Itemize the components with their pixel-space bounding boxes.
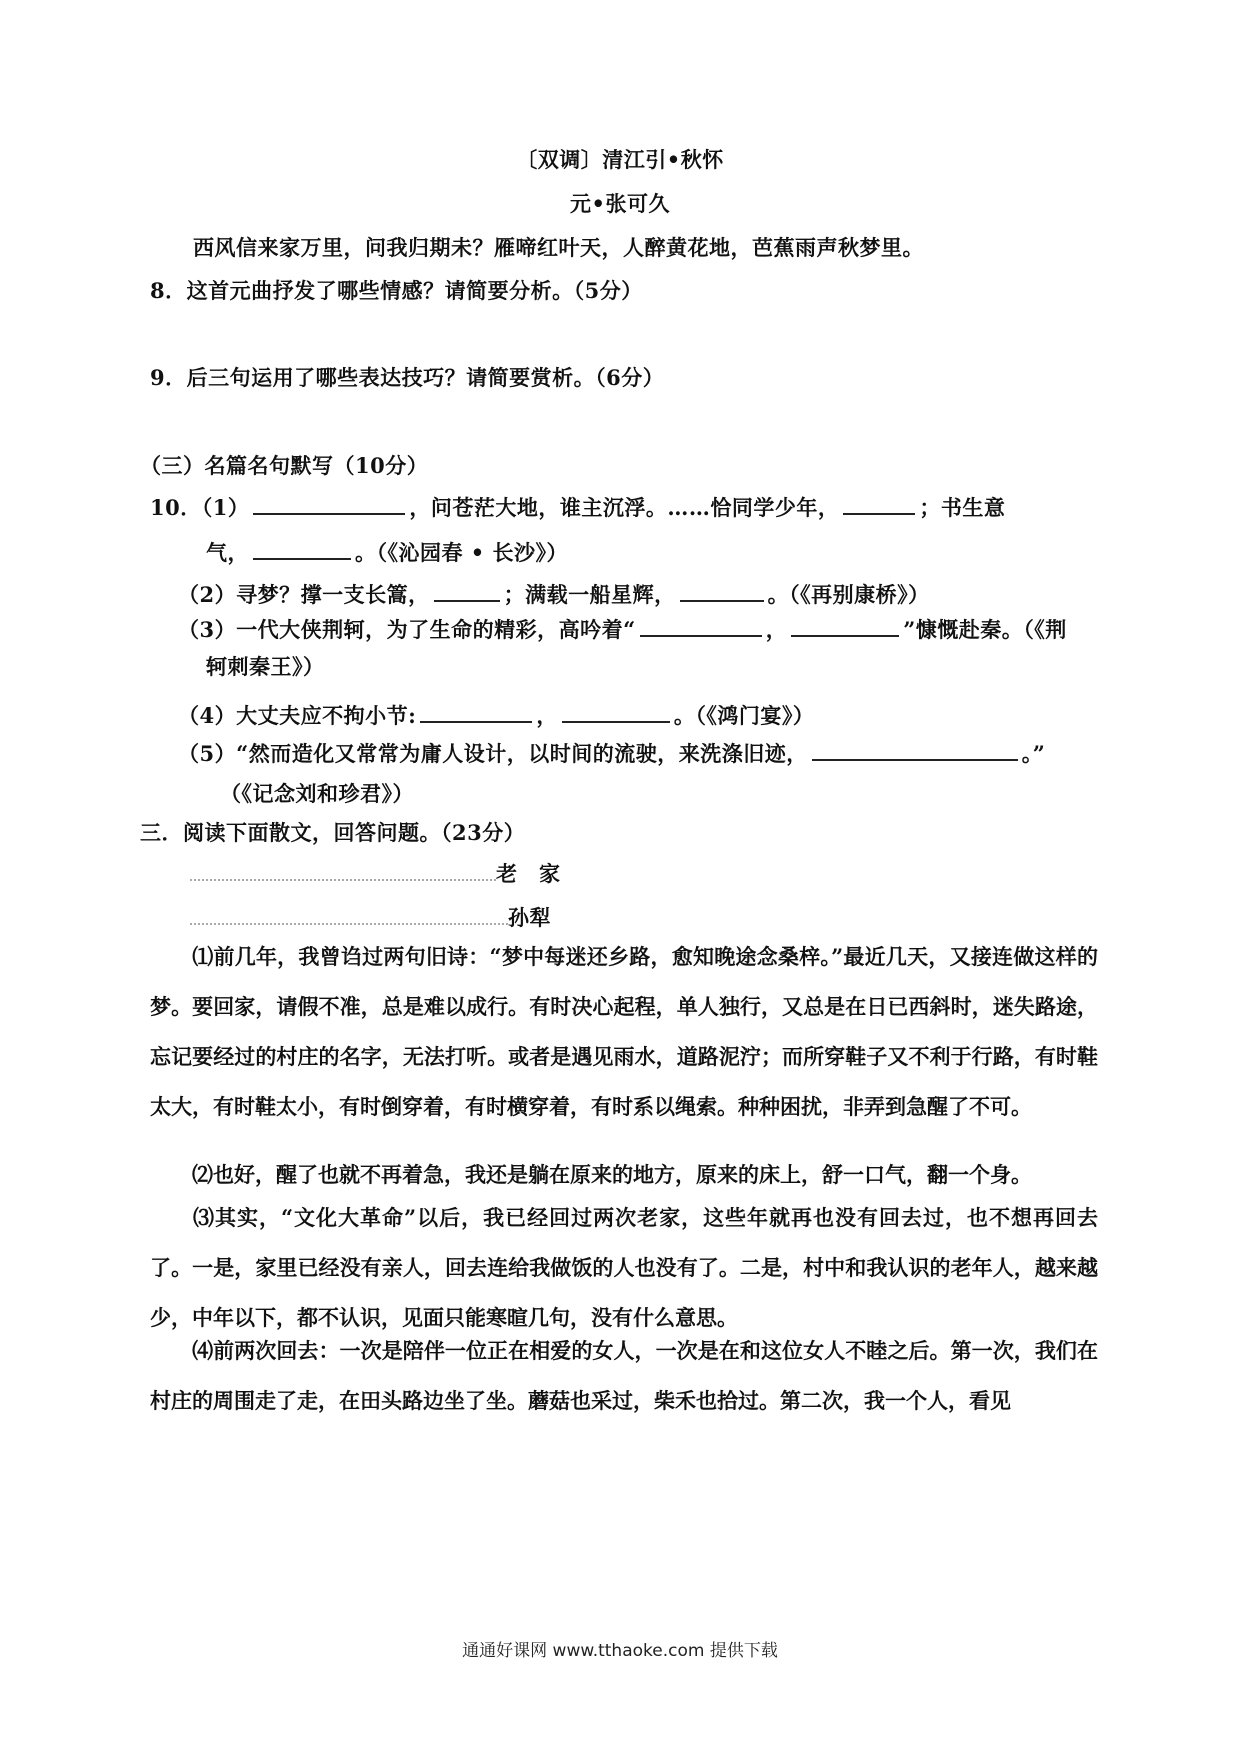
question-10-item-2: （2）寻梦？撑一支长篙， ；满载一船星辉， 。（《再别康桥》） xyxy=(178,582,930,607)
question-8: 8．这首元曲抒发了哪些情感？请简要分析。（5分） xyxy=(150,278,643,303)
essay-paragraph-1: ⑴前几年，我曾诌过两句旧诗：“梦中每迷还乡路，愈知晚途念桑梓。”最近几天，又接连做这样的梦。要回家，请假不准，总是难以成行。有时决心起程，单人独行，又总是在日已西斜时，迷失路途，忘记要经过的村庄的名字，无法打听。或者是遇见雨水，道路泥泞；而所穿鞋子又不利于行路，有时鞋太大，有时鞋太小，有时倒穿着，有时横穿着，有时系以绳索。种种困扰，非弄到急醒了不可。 xyxy=(150,944,1098,1119)
essay-paragraph-2: ⑵也好，醒了也就不再着急，我还是躺在原来的地方，原来的床上，舒一口气，翻一个身。 xyxy=(192,1162,1032,1187)
essay-title: 老 家 xyxy=(496,861,561,886)
poem-text: 西风信来家万里，问我归期未？雁啼红叶天，人醉黄花地，芭蕉雨声秋梦里。 xyxy=(193,235,924,260)
question-9: 9．后三句运用了哪些表达技巧？请简要赏析。（6分） xyxy=(150,365,665,390)
question-10-item-4: （4）大丈夫应不拘小节: ， 。（《鸿门宴》） xyxy=(178,703,815,728)
page-footer: 通通好课网 www.tthaoke.com 提供下载 xyxy=(462,1641,778,1661)
answer-blank[interactable] xyxy=(791,617,899,637)
essay-paragraph-3: ⑶其实，“文化大革命”以后，我已经回过两次老家，这些年就再也没有回去过，也不想再回去了。一是，家里已经没有亲人，回去连给我做饭的人也没有了。二是，村中和我认识的老年人，越来越少，中年以下，都不认识，见面只能寒暄几句，没有什么意思。 xyxy=(150,1205,1098,1330)
poem-author: 元•张可久 xyxy=(570,191,670,216)
essay-title-line xyxy=(190,858,561,888)
answer-blank[interactable] xyxy=(843,495,915,515)
answer-blank[interactable] xyxy=(680,582,764,602)
question-10-item-1-cont: 气， 。（《沁园春 • 长沙》） xyxy=(206,540,569,565)
question-10-item-5: （5）“然而造化又常常为庸人设计，以时间的流驶，来洗涤旧迹， 。” xyxy=(178,741,1046,766)
answer-blank[interactable] xyxy=(420,703,532,723)
section-dictation-heading: （三）名篇名句默写（10分） xyxy=(140,453,429,478)
question-10-item-1: 10．（1） ，问苍茫大地，谁主沉浮。……恰同学少年， ；书生意 xyxy=(150,495,1006,520)
essay-author-line xyxy=(190,902,551,932)
question-10-number: 10． xyxy=(150,495,202,520)
answer-blank[interactable] xyxy=(812,741,1018,761)
dotted-leader xyxy=(190,865,496,881)
essay-paragraph-4: ⑷前两次回去：一次是陪伴一位正在相爱的女人，一次是在和这位女人不睦之后。第一次，我们在村庄的周围走了走，在田头路边坐了坐。蘑菇也采过，柴禾也拾过。第二次，我一个人，看见 xyxy=(150,1338,1098,1413)
question-10-item-3: （3）一代大侠荆轲，为了生命的精彩，高吟着“ ， ”慷慨赴秦。（《荆 xyxy=(178,617,1067,642)
poem-title: 〔双调〕清江引•秋怀 xyxy=(516,147,724,172)
answer-blank[interactable] xyxy=(253,540,351,560)
answer-blank[interactable] xyxy=(562,703,670,723)
question-10-item-3-cont: 轲刺秦王》） xyxy=(206,654,325,679)
essay-author: 孙犁 xyxy=(508,905,551,930)
answer-blank[interactable] xyxy=(640,617,762,637)
dotted-leader xyxy=(190,909,508,925)
question-10-item-5-source: （《记念刘和珍君》） xyxy=(220,781,414,806)
reading-heading: 三．阅读下面散文，回答问题。（23分） xyxy=(140,820,526,845)
answer-blank[interactable] xyxy=(434,582,500,602)
answer-blank[interactable] xyxy=(253,495,405,515)
